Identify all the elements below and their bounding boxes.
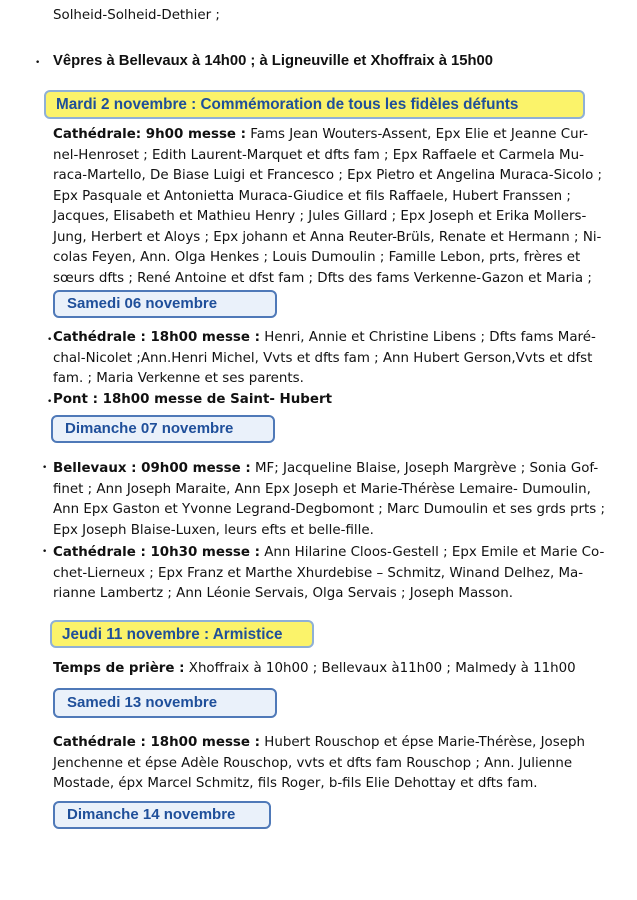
mardi-place: Cathédrale: 9h00 messe : [53, 127, 247, 142]
samedi13-line: Hubert Rouschop et épse Marie-Thérèse, Joseph [264, 735, 585, 750]
section-title-dimanche-14: Dimanche 14 novembre [53, 801, 271, 829]
bellevaux-line: MF; Jacqueline Blaise, Joseph Margrève ; Sonia Gof- [254, 461, 599, 476]
mardi-line: sœurs dfts ; René Antoine et dfst fam ; Dfts des fams Verkenne-Gazon et Maria ; [53, 270, 592, 286]
samedi06-line: chal-Nicolet ;Ann.Henri Michel, Vvts et dfts fam ; Ann Hubert Gerson,Vvts et dfst [53, 350, 593, 366]
dimanche07-cathedrale [53, 543, 605, 605]
section-title-dimanche-07: Dimanche 07 novembre [51, 415, 275, 443]
samedi06-line: fam. ; Maria Verkenne et ses parents. [53, 371, 304, 386]
bullet-icon: • [47, 335, 53, 345]
samedi06-pont [53, 390, 332, 411]
bullet-icon: • [47, 397, 53, 407]
section-title-samedi-13: Samedi 13 novembre [53, 688, 277, 718]
section-title-samedi-06: Samedi 06 novembre [53, 290, 277, 318]
samedi13-line: Mostade, épx Marcel Schmitz, fils Roger, b-fils Elie Dehottay et dfts fam. [53, 776, 538, 791]
mardi-paragraph [53, 125, 605, 289]
mardi-line: Jacques, Elisabeth et Mathieu Henry ; Jules Gillard ; Epx Joseph et Erika Mollers- [53, 209, 587, 224]
dimanche07-cath-place: Cathédrale : 10h30 messe : [53, 545, 260, 560]
dimanche07-cath-line: chet-Lierneux ; Epx Franz et Marthe Xhurdebise – Schmitz, Winand Delhez, Ma- [53, 565, 584, 581]
mardi-line: raca-Martello, De Biase Luigi et Francesco ; Epx Pietro et Angelina Muraca-Sicolo ; [53, 168, 603, 183]
mardi-line: Epx Pasquale et Antonietta Muraca-Giudice et fils Raffaele, Hubert Franssen ; [53, 188, 571, 204]
intro-line: Solheid-Solheid-Dethier ; [53, 8, 220, 23]
mardi-line: Jung, Herbert et Aloys ; Epx johann et Anna Reuter-Brüls, Renate et Hermann ; Ni- [53, 229, 602, 245]
bellevaux-line: Epx Joseph Blaise-Luxen, leurs efts et belle-fille. [53, 522, 374, 538]
bellevaux-line: Ann Epx Gaston et Yvonne Legrand-Degbomont ; Marc Dumoulin et ses grds prts ; [53, 502, 606, 517]
bullet-icon: • [42, 463, 48, 473]
prayer-label: Temps de prière : [53, 661, 185, 676]
samedi13-place: Cathédrale : 18h00 messe : [53, 735, 260, 750]
samedi06-line: Henri, Annie et Christine Libens ; Dfts fams Maré- [264, 330, 596, 345]
samedi06-cath-place: Cathédrale : 18h00 messe : [53, 330, 260, 345]
dimanche07-cath-line: Ann Hilarine Cloos-Gestell ; Epx Emile et Marie Co- [264, 545, 605, 560]
bullet-icon: • [42, 547, 48, 557]
mardi-line: colas Feyen, Ann. Olga Henkes ; Louis Dumoulin ; Famille Lebon, prts, frères et [53, 250, 581, 265]
pont-line: Pont : 18h00 messe de Saint- Hubert [53, 392, 332, 407]
jeudi11-prayer [53, 659, 576, 680]
mardi-line: Fams Jean Wouters-Assent, Epx Elie et Jeanne Cur- [250, 127, 589, 142]
bellevaux-line: finet ; Ann Joseph Maraite, Ann Epx Joseph et Marie-Thérèse Lemaire- Dumoulin, [53, 481, 591, 497]
samedi13-cathedrale [53, 733, 605, 795]
section-title-jeudi-11: Jeudi 11 novembre : Armistice [50, 620, 314, 648]
dimanche07-bellevaux [53, 459, 605, 541]
dimanche07-cath-line: rianne Lambertz ; Ann Léonie Servais, Olga Servais ; Joseph Masson. [53, 586, 514, 601]
samedi13-line: Jenchenne et épse Adèle Rouschop, vvts et dfts fam Rouschop ; Ann. Julienne [53, 755, 573, 771]
mardi-line: nel-Henroset ; Edith Laurent-Marquet et dfts fam ; Epx Raffaele et Carmela Mu- [53, 147, 584, 163]
bullet-icon: • [35, 58, 41, 68]
vespers-line: Vêpres à Bellevaux à 14h00 ; à Ligneuville et Xhoffraix à 15h00 [53, 53, 493, 69]
samedi06-cathedrale [53, 328, 605, 390]
section-title-mardi: Mardi 2 novembre : Commémoration de tous les fidèles défunts [44, 90, 585, 119]
bellevaux-place: Bellevaux : 09h00 messe : [53, 461, 251, 476]
prayer-times: Xhoffraix à 10h00 ; Bellevaux à11h00 ; Malmedy à 11h00 [188, 661, 576, 676]
